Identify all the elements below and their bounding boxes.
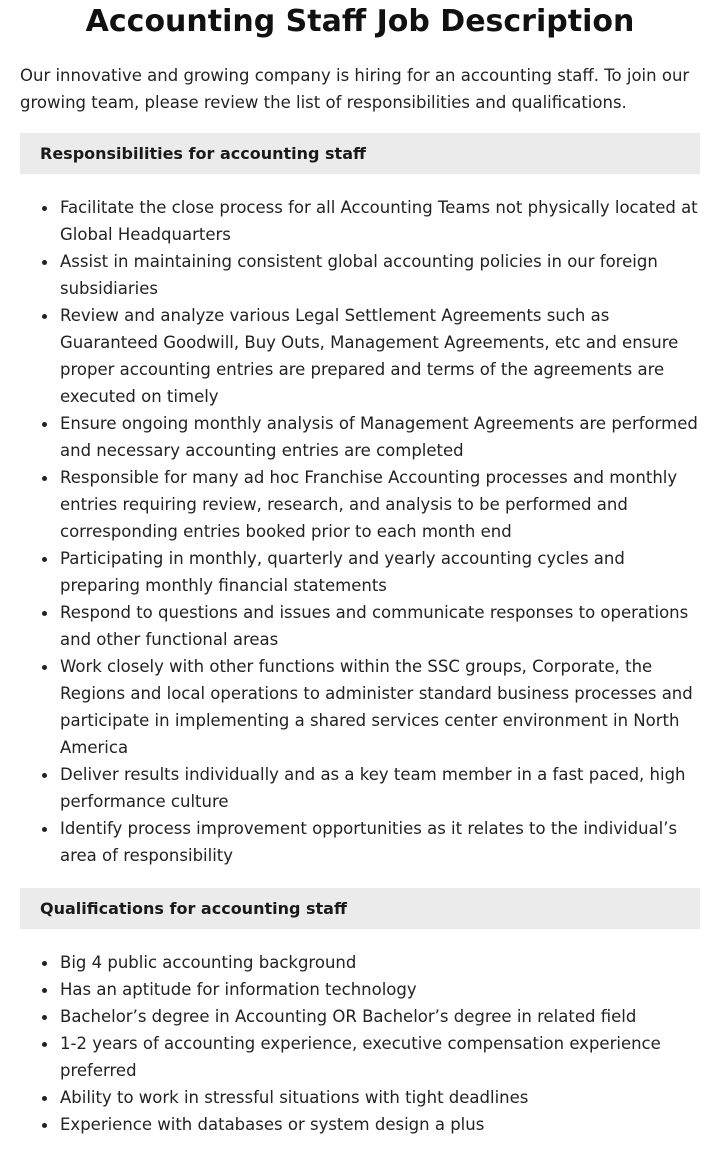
list-item: Facilitate the close process for all Accounting Teams not physically located at Global Headquarters: [60, 194, 700, 248]
list-item: Experience with databases or system design a plus: [60, 1111, 700, 1138]
responsibilities-heading: Responsibilities for accounting staff: [20, 133, 700, 174]
page-title: Accounting Staff Job Description: [85, 4, 635, 39]
qualifications-heading: Qualifications for accounting staff: [20, 888, 700, 929]
list-item: Responsible for many ad hoc Franchise Accounting processes and monthly entries requiring review, research, and analysis to be performed and corresponding entries booked prior to each month end: [60, 464, 700, 545]
qualifications-list: [20, 949, 700, 1138]
list-item: Work closely with other functions within the SSC groups, Corporate, the Regions and local operations to administer standard business processes and participate in implementing a shared services center environment in North America: [60, 653, 700, 761]
list-item: Deliver results individually and as a key team member in a fast paced, high performance culture: [60, 761, 700, 815]
list-item: Identify process improvement opportunities as it relates to the individual’s area of responsibility: [60, 815, 700, 869]
list-item: Review and analyze various Legal Settlement Agreements such as Guaranteed Goodwill, Buy Outs, Management Agreements, etc and ensure proper accounting entries are prepared and terms of the agreements are executed on timely: [60, 302, 700, 410]
list-item: Bachelor’s degree in Accounting OR Bachelor’s degree in related field: [60, 1003, 700, 1030]
intro-paragraph: Our innovative and growing company is hiring for an accounting staff. To join our growing team, please review the list of responsibilities and qualifications.: [20, 66, 690, 112]
list-item: Ability to work in stressful situations with tight deadlines: [60, 1084, 700, 1111]
list-item: Big 4 public accounting background: [60, 949, 700, 976]
list-item: Assist in maintaining consistent global accounting policies in our foreign subsidiaries: [60, 248, 700, 302]
list-item: Ensure ongoing monthly analysis of Management Agreements are performed and necessary accounting entries are completed: [60, 410, 700, 464]
list-item: 1-2 years of accounting experience, executive compensation experience preferred: [60, 1030, 700, 1084]
list-item: Has an aptitude for information technology: [60, 976, 700, 1003]
responsibilities-list: [20, 194, 700, 869]
list-item: Participating in monthly, quarterly and yearly accounting cycles and preparing monthly financial statements: [60, 545, 700, 599]
list-item: Respond to questions and issues and communicate responses to operations and other functional areas: [60, 599, 700, 653]
